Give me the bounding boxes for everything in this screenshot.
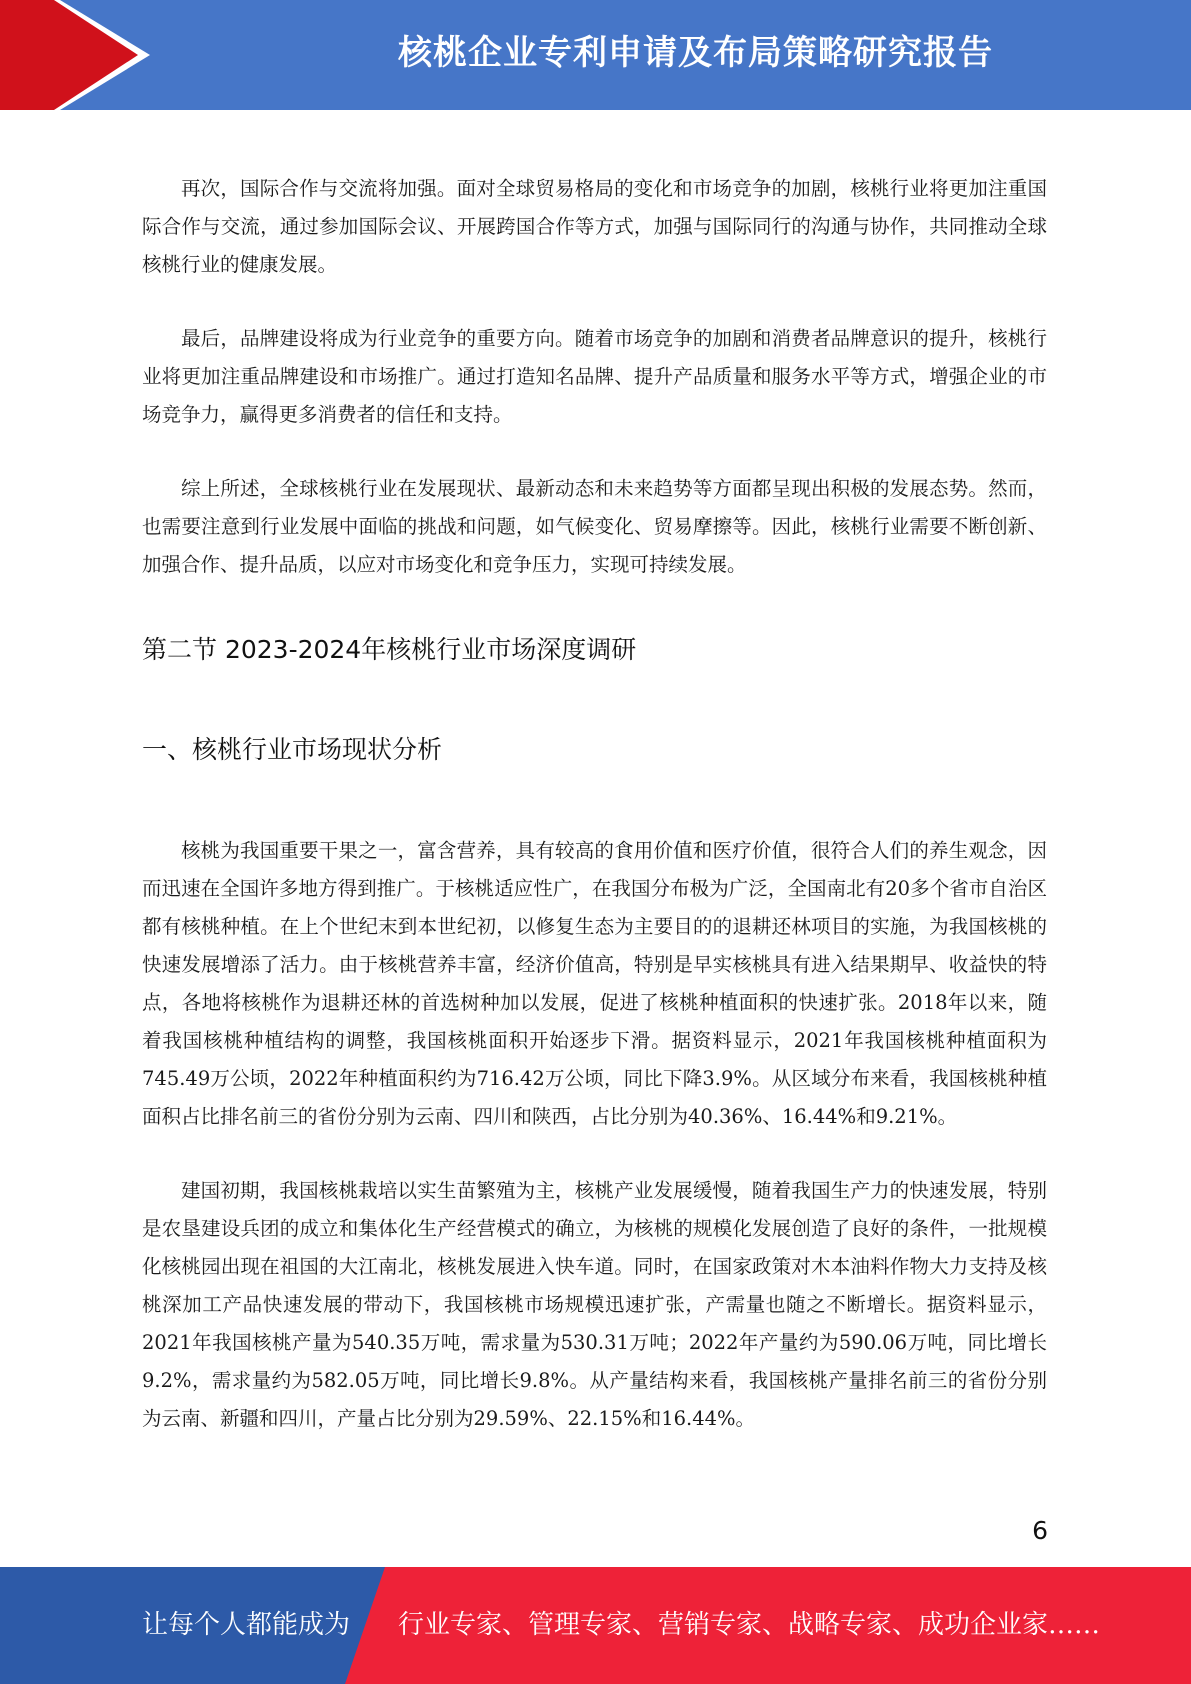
report-title: 核桃企业专利申请及布局策略研究报告: [398, 33, 993, 73]
paragraph-summary: 综上所述，全球核桃行业在发展现状、最新动态和未来趋势等方面都呈现出积极的发展态势。然而，也需要注意到行业发展中面临的挑战和问题，如气候变化、贸易摩擦等。因此，核桃行业需要不断创新、加强合作、提升品质，以应对市场变化和竞争压力，实现可持续发展。: [142, 477, 1047, 576]
paragraph-brand-building: 最后，品牌建设将成为行业竞争的重要方向。随着市场竞争的加剧和消费者品牌意识的提升，核桃行业将更加注重品牌建设和市场推广。通过打造知名品牌、提升产品质量和服务水平等方式，增强企业的市场竞争力，赢得更多消费者的信任和支持。: [142, 327, 1047, 426]
section-heading: 第二节 2023-2024年核桃行业市场深度调研: [142, 635, 637, 664]
page-content: [142, 170, 1047, 1438]
paragraph-international-cooperation: 再次，国际合作与交流将加强。面对全球贸易格局的变化和市场竞争的加剧，核桃行业将更加注重国际合作与交流，通过参加国际会议、开展跨国合作等方式，加强与国际同行的沟通与协作，共同推动全球核桃行业的健康发展。: [142, 177, 1047, 276]
footer-slogan-right: 行业专家、管理专家、营销专家、战略专家、成功企业家……: [398, 1610, 1101, 1640]
page-footer: [0, 1567, 1191, 1684]
footer-slogan-left: 让每个人都能成为: [142, 1610, 351, 1640]
paragraph-planting-area: 核桃为我国重要干果之一，富含营养，具有较高的食用价值和医疗价值，很符合人们的养生观念，因而迅速在全国许多地方得到推广。于核桃适应性广，在我国分布极为广泛，全国南北有20多个省市自治区都有核桃种植。在上个世纪末到本世纪初，以修复生态为主要目的的退耕还林项目的实施，为我国核桃的快速发展增添了活力。由于核桃营养丰富，经济价值高，特别是早实核桃具有进入结果期早、收益快的特点，各地将核桃作为退耕还林的首选树种加以发展，促进了核桃种植面积的快速扩张。2018年以来，随着我国核桃种植结构的调整，我国核桃面积开始逐步下滑。据资料显示，2021年我国核桃种植面积为745.49万公顷，2022年种植面积约为716.42万公顷，同比下降3.9%。从区域分布来看，我国核桃种植面积占比排名前三的省份分别为云南、四川和陕西，占比分别为40.36%、16.44%和9.21%。: [142, 839, 1047, 1128]
chevron-arrow-icon: [0, 0, 160, 110]
paragraph-production-demand: 建国初期，我国核桃栽培以实生苗繁殖为主，核桃产业发展缓慢，随着我国生产力的快速发展，特别是农垦建设兵团的成立和集体化生产经营模式的确立，为核桃的规模化发展创造了良好的条件，一批规模化核桃园出现在祖国的大江南北，核桃发展进入快车道。同时，在国家政策对木本油料作物大力支持及核桃深加工产品快速发展的带动下，我国核桃市场规模迅速扩张，产需量也随之不断增长。据资料显示，2021年我国核桃产量为540.35万吨，需求量为530.31万吨；2022年产量约为590.06万吨，同比增长9.2%，需求量约为582.05万吨，同比增长9.8%。从产量结构来看，我国核桃产量排名前三的省份分别为云南、新疆和四川，产量占比分别为29.59%、22.15%和16.44%。: [142, 1179, 1047, 1430]
page-header: [0, 0, 1191, 110]
subsection-heading: 一、核桃行业市场现状分析: [142, 735, 443, 764]
page-number: 6: [1032, 1516, 1048, 1545]
